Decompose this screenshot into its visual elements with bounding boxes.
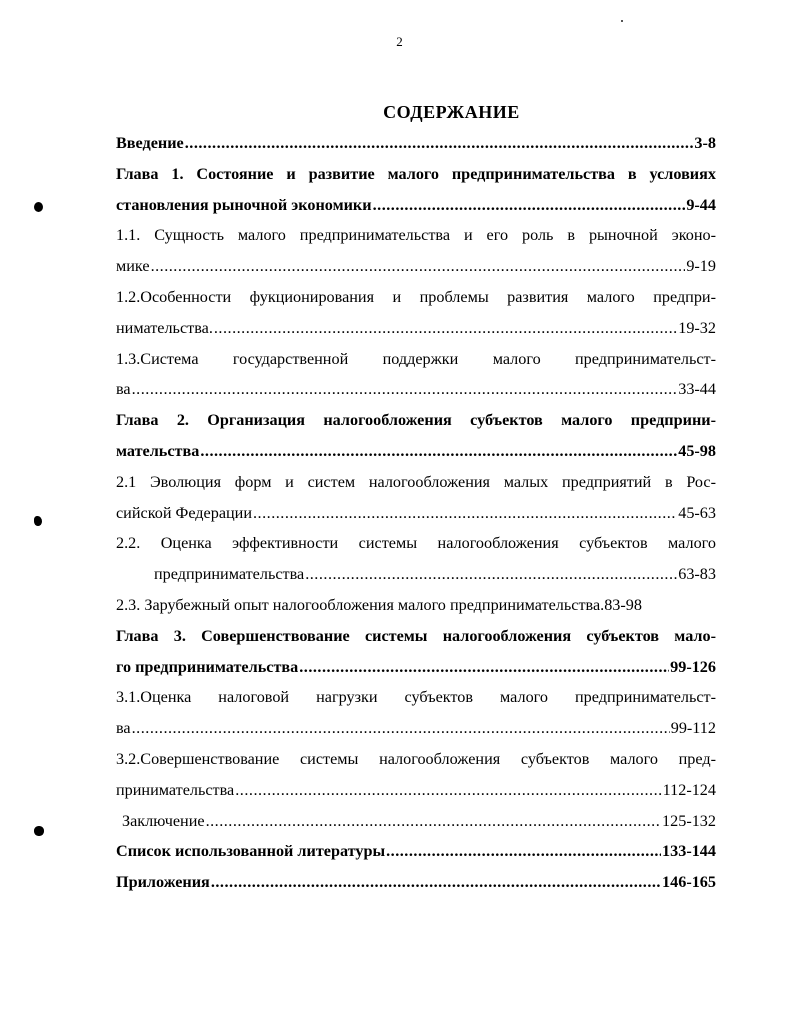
toc-leader — [305, 559, 677, 590]
toc-leader — [185, 128, 694, 159]
toc-pages: 99-112 — [670, 719, 716, 738]
toc-pages: 99-126 — [670, 657, 716, 676]
scan-mark — [34, 826, 44, 836]
toc-entry-1-2: 1.2.Особенности фукционирования и проблемы развития малого предпри- — [116, 287, 716, 306]
scan-mark — [34, 202, 43, 212]
toc-entry-1-2-cont — [116, 313, 716, 344]
scan-mark — [34, 516, 42, 526]
toc-label: сийской Федерации — [116, 503, 252, 522]
toc-pages: 3-8 — [694, 134, 716, 152]
toc-leader — [211, 867, 661, 898]
toc-pages: 19-32 — [678, 318, 716, 337]
toc-pages: 133-144 — [662, 842, 716, 861]
toc-label: мательства — [116, 441, 200, 460]
toc-label: нимательства. — [116, 318, 213, 337]
toc-leader — [200, 436, 677, 467]
toc-pages: 33-44 — [678, 380, 716, 399]
toc-leader — [206, 806, 661, 837]
toc-label: становления рыночной экономики — [116, 195, 372, 214]
toc-pages: 9-44 — [686, 195, 716, 214]
toc-entry-2-1: 2.1 Эволюция форм и систем налогообложения малых предприятий в Рос- — [116, 472, 716, 491]
toc-leader — [132, 374, 678, 405]
page-title: СОДЕРЖАНИЕ — [383, 102, 520, 122]
page-number: 2 — [396, 34, 403, 49]
toc-leader — [299, 652, 669, 683]
toc-pages: 45-63 — [678, 503, 716, 522]
toc-entry-intro — [116, 128, 716, 159]
toc-label: ва — [116, 719, 131, 738]
toc-entry-2-1-cont — [116, 498, 716, 529]
toc-pages: 9-19 — [686, 257, 716, 276]
toc-pages: 146-165 — [662, 873, 716, 892]
toc-pages: 112-124 — [662, 780, 716, 799]
toc-leader — [386, 836, 661, 867]
toc-label: предпринимательства — [154, 565, 305, 584]
toc-label: ва — [116, 380, 131, 399]
toc-entry-3-2: 3.2.Совершенствование системы налогообложения субъектов малого пред- — [116, 749, 716, 768]
toc-label: Список использованной литературы — [116, 842, 386, 861]
toc-entry-appendices — [116, 867, 716, 898]
toc-entry-1-3: 1.3.Система государственной поддержки малого предпринимательст- — [116, 349, 716, 368]
toc-entry-1-3-cont — [116, 374, 716, 405]
toc-entry-1-1-cont — [116, 251, 716, 282]
toc-leader — [373, 190, 686, 221]
toc-entry-conclusion — [116, 806, 716, 837]
table-of-contents — [116, 128, 716, 898]
toc-pages: 125-132 — [662, 811, 716, 830]
toc-label: го предпринимательства — [116, 657, 299, 676]
toc-leader — [214, 313, 677, 344]
toc-entry-2-2: 2.2. Оценка эффективности системы налогообложения субъектов малого — [116, 534, 716, 553]
toc-entry-chapter-2-cont — [116, 436, 716, 467]
toc-pages: 63-83 — [678, 565, 716, 584]
toc-entry-1-1: 1.1. Сущность малого предпринимательства и его роль в рыночной эконо- — [116, 226, 716, 245]
toc-label: Приложения — [116, 873, 210, 892]
toc-pages: 83-98 — [604, 595, 642, 614]
toc-leader — [235, 775, 661, 806]
toc-leader — [253, 498, 677, 529]
toc-entry-chapter-2: Глава 2. Организация налогообложения субъектов малого предприни- — [116, 411, 716, 430]
toc-leader — [151, 251, 686, 282]
toc-leader — [132, 713, 670, 744]
scan-speck — [621, 20, 623, 22]
toc-entry-2-2-cont — [116, 559, 716, 590]
toc-entry-references — [116, 836, 716, 867]
toc-pages: 45-98 — [678, 441, 716, 460]
toc-entry-3-2-cont — [116, 775, 716, 806]
toc-label: принимательства — [116, 780, 235, 799]
toc-label: 2.3. Зарубежный опыт налогообложения малого предпринимательства. — [116, 595, 605, 614]
toc-entry-3-1-cont — [116, 713, 716, 744]
toc-entry-2-3 — [116, 590, 716, 621]
toc-entry-3-1: 3.1.Оценка налоговой нагрузки субъектов малого предпринимательст- — [116, 688, 716, 707]
toc-label: мике — [116, 257, 150, 276]
toc-label: Введение — [116, 134, 184, 152]
toc-entry-chapter-1-cont — [116, 190, 716, 221]
toc-label: Заключение — [122, 811, 205, 830]
toc-entry-chapter-3-cont — [116, 652, 716, 683]
toc-entry-chapter-3: Глава 3. Совершенствование системы налогообложения субъектов мало- — [116, 626, 716, 645]
toc-entry-chapter-1: Глава 1. Состояние и развитие малого предпринимательства в условиях — [116, 164, 716, 183]
